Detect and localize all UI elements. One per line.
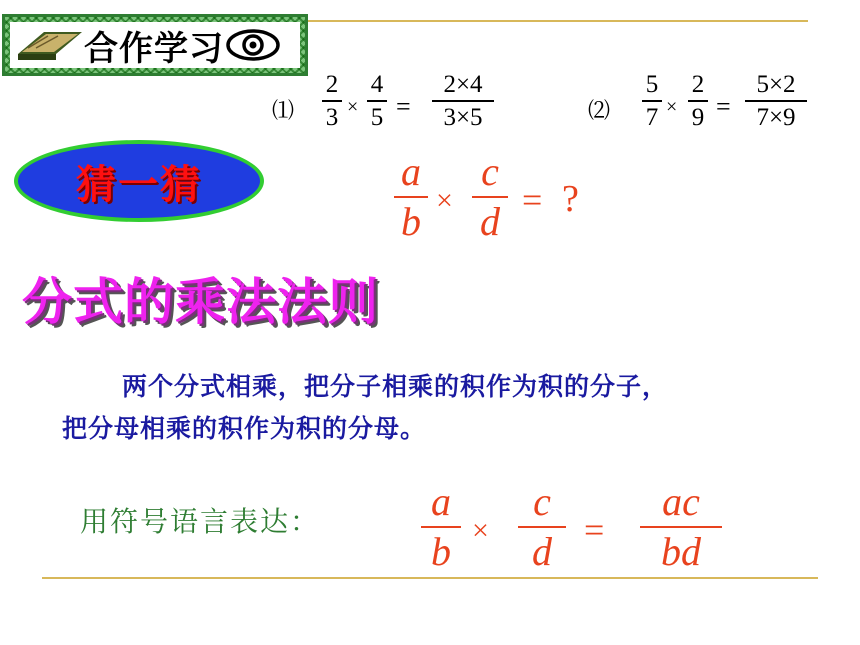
equals-sign: = bbox=[396, 92, 411, 121]
rule-statement bbox=[62, 366, 836, 450]
fraction-bar bbox=[472, 196, 508, 198]
eye-icon bbox=[226, 28, 280, 62]
example-2-fraction-a bbox=[642, 72, 662, 130]
denominator: d bbox=[532, 529, 552, 574]
fraction-bar bbox=[518, 526, 566, 528]
example-2-label: ⑵ bbox=[588, 98, 611, 123]
denominator: b bbox=[401, 199, 421, 244]
fraction-bar bbox=[432, 100, 494, 102]
book-icon bbox=[14, 24, 84, 66]
numerator: ac bbox=[662, 479, 700, 524]
example-1-fraction-b bbox=[367, 72, 387, 130]
example-1-label: ⑴ bbox=[272, 98, 295, 123]
fraction-bar bbox=[322, 100, 342, 102]
rule-line-2: 把分母相乘的积作为积的分母。 bbox=[62, 414, 427, 443]
numerator: 4 bbox=[370, 71, 384, 98]
fraction-bar bbox=[688, 100, 708, 102]
denominator: 7 bbox=[645, 103, 659, 131]
denominator: d bbox=[480, 199, 500, 244]
denominator: bd bbox=[661, 529, 701, 574]
top-rule-line bbox=[308, 20, 808, 22]
section-header bbox=[2, 14, 308, 76]
denominator: 9 bbox=[691, 103, 705, 131]
times-sign: × bbox=[347, 96, 359, 118]
equals-sign: = bbox=[716, 92, 731, 121]
fraction-bar bbox=[642, 100, 662, 102]
symbolic-fraction-a bbox=[421, 479, 461, 574]
symbolic-result bbox=[640, 479, 722, 574]
numerator: 2 bbox=[325, 71, 339, 98]
rule-title: 分式的乘法法则 bbox=[22, 273, 379, 331]
fraction-bar bbox=[421, 526, 461, 528]
denominator: 7×9 bbox=[756, 103, 796, 131]
example-1-result bbox=[432, 72, 494, 130]
fraction-bar bbox=[367, 100, 387, 102]
numerator: a bbox=[401, 149, 421, 194]
numerator: a bbox=[431, 479, 451, 524]
equals-sign: = bbox=[522, 180, 543, 220]
symbolic-label: 用符号语言表达： bbox=[80, 505, 321, 538]
times-sign: × bbox=[472, 514, 489, 547]
denominator: 5 bbox=[370, 103, 384, 131]
fraction-bar bbox=[640, 526, 722, 528]
rule-line-1: 两个分式相乘，把分子相乘的积作为积的分子， bbox=[122, 372, 669, 401]
example-1-fraction-a bbox=[322, 72, 342, 130]
fraction-bar bbox=[745, 100, 807, 102]
guess-fraction-b bbox=[472, 149, 508, 244]
guess-fraction-a bbox=[394, 149, 428, 244]
denominator: 3×5 bbox=[443, 103, 483, 131]
numerator: c bbox=[533, 479, 551, 524]
symbolic-fraction-b bbox=[518, 479, 566, 574]
example-2-result bbox=[745, 72, 807, 130]
bottom-rule-line bbox=[42, 577, 818, 579]
section-title: 合作学习 bbox=[84, 28, 224, 69]
equals-sign: = bbox=[584, 510, 605, 550]
question-mark: ? bbox=[562, 178, 579, 220]
times-sign: × bbox=[666, 96, 678, 118]
denominator: 3 bbox=[325, 103, 339, 131]
guess-label: 猜一猜 bbox=[76, 161, 202, 208]
numerator: c bbox=[481, 149, 499, 194]
numerator: 2 bbox=[691, 71, 705, 98]
denominator: b bbox=[431, 529, 451, 574]
times-sign: × bbox=[436, 184, 453, 217]
numerator: 5×2 bbox=[756, 71, 796, 98]
numerator: 5 bbox=[645, 71, 659, 98]
fraction-bar bbox=[394, 196, 428, 198]
numerator: 2×4 bbox=[443, 71, 483, 98]
example-2-fraction-b bbox=[688, 72, 708, 130]
guess-badge bbox=[14, 140, 264, 222]
